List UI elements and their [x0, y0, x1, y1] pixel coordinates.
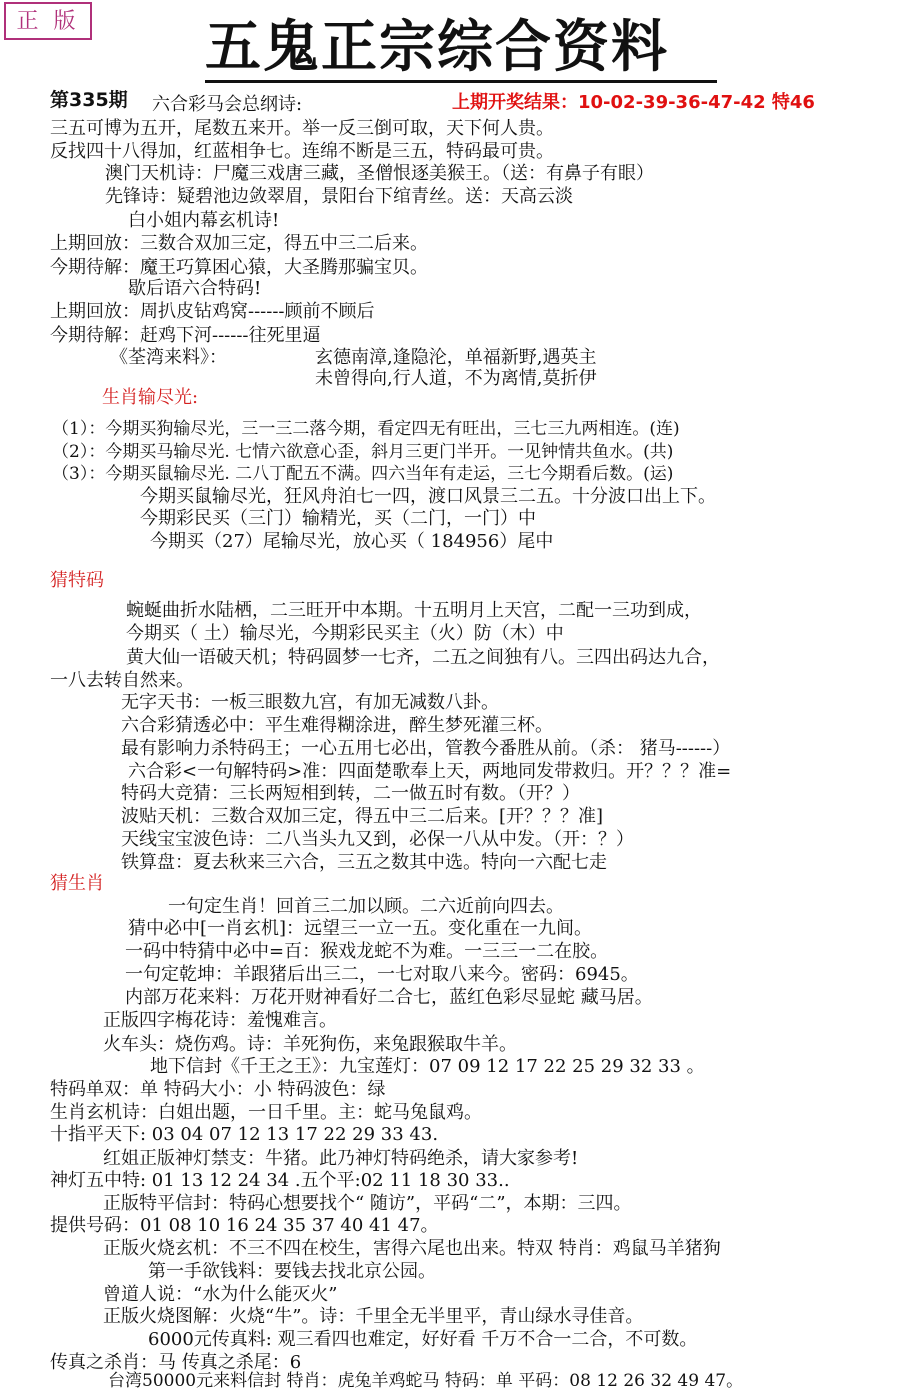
text-line: 六合彩<一句解特码>准：四面楚歌奉上天，两地同发带救归。开？？？准=: [128, 761, 732, 782]
text-line: 台湾50000元来料信封 特肖：虎兔羊鸡蛇马 特码：单 平码：08 12 26 32 49 47。: [108, 1371, 744, 1391]
text-line: 玄德南漳,逢隐沦，单福新野,遇英主: [315, 347, 597, 368]
text-line: 无字天书：一板三眼数九宫，有加无减数八卦。: [121, 692, 499, 713]
text-line: 一码中特猜中必中=百：猴戏龙蛇不为难。一三三一二在胶。: [125, 941, 609, 962]
text-line: 一句定生肖！回首三二加以顾。二六近前向四去。: [168, 896, 564, 917]
text-line: 传真之杀肖：马 传真之杀尾：6: [50, 1352, 302, 1373]
stamp-badge: 正 版: [4, 2, 92, 40]
section-heading: 猜生肖: [50, 873, 104, 894]
text-line: 先锋诗：疑碧池边敛翠眉，景阳台下绾青丝。送：天高云淡: [105, 186, 573, 207]
text-line: 正版四字梅花诗：羞愧难言。: [103, 1010, 337, 1031]
text-line: 六合彩马会总纲诗:: [152, 94, 303, 115]
text-line: 铁算盘：夏去秋来三六合，三五之数其中选。特向一六配七走: [121, 852, 607, 873]
text-line: 六合彩猜透必中：平生难得糊涂进，醉生梦死灌三杯。: [121, 715, 553, 736]
text-line: 6000元传真料: 观三看四也难定，好好看 千万不合一二合，不可数。: [148, 1329, 698, 1350]
page-title: 五鬼正宗综合资料: [205, 15, 669, 80]
text-line: 《荃湾来料》：: [110, 347, 227, 368]
text-line: 蜿蜒曲折水陆栖，二三旺开中本期。十五明月上天宫，二配一三功到成，: [126, 600, 702, 621]
text-line: 地下信封《千王之王》：九宝莲灯：07 09 12 17 22 25 29 32 33 。: [150, 1056, 705, 1077]
text-line: 正版火烧玄机：不三不四在校生，害得六尾也出来。特双 特肖：鸡鼠马羊猪狗: [103, 1238, 721, 1259]
section-heading: 生肖输尽光:: [102, 387, 199, 408]
text-line: 特码单双：单 特码大小：小 特码波色：绿: [50, 1079, 386, 1100]
text-line: 正版特平信封：特码心想要找个“ 随访”，平码“二”，本期：三四。: [103, 1193, 632, 1214]
text-line: 三五可博为五开，尾数五来开。举一反三倒可取，天下何人贵。: [50, 118, 554, 139]
text-line: 未曾得向,行人道，不为离情,莫折伊: [315, 368, 597, 389]
text-line: （2）：今期买马输尽光. 七情六欲意心歪，斜月三更门半开。一见钟情共鱼水。(共): [52, 442, 674, 462]
text-line: 十指平天下: 03 04 07 12 13 17 22 29 33 43.: [50, 1124, 439, 1145]
previous-result: 上期开奖结果：10-02-39-36-47-42 特46: [452, 92, 815, 113]
text-line: 生肖玄机诗：白姐出题，一日千里。主：蛇马兔鼠鸡。: [50, 1102, 482, 1123]
text-line: 今期彩民买（三门）输精光，买（二门，一门）中: [140, 508, 536, 529]
text-line: 今期买（27）尾输尽光，放心买（ 184956）尾中: [150, 531, 554, 552]
text-line: （3）：今期买鼠输尽光. 二八丁配五不满。四六当年有走运，三七今期看后数。(运): [52, 464, 674, 484]
section-heading: 猜特码: [50, 570, 104, 591]
text-line: 澳门天机诗：尸魔三戏唐三藏，圣僧恨逐美猴王。（送：有鼻子有眼）: [105, 163, 654, 184]
text-line: 红姐正版神灯禁支：牛猪。此乃神灯特码绝杀，请大家参考!: [103, 1148, 579, 1169]
text-line: 白小姐内幕玄机诗!: [128, 210, 280, 231]
text-line: 最有影响力杀特码王；一心五用七必出，管教今番胜从前。（杀： 猪马------）: [121, 738, 731, 759]
text-line: 今期买鼠输尽光，狂风舟泊七一四，渡口风景三二五。十分波口出上下。: [140, 486, 716, 507]
text-line: （1）：今期买狗输尽光，三一三二落今期，看定四无有旺出，三七三九两相连。(连): [52, 419, 680, 439]
text-line: 反找四十八得加，红蓝相争七。连绵不断是三五，特码最可贵。: [50, 141, 554, 162]
text-line: 火车头：烧伤鸡。诗：羊死狗伤，来兔跟猴取牛羊。: [103, 1034, 517, 1055]
text-line: 今期买（ 土）输尽光，今期彩民买主（火）防（木）中: [126, 623, 564, 644]
text-line: 曾道人说：“水为什么能灭火”: [103, 1284, 338, 1305]
text-line: 天线宝宝波色诗：二八当头九又到，必保一八从中发。（开：？）: [121, 829, 634, 850]
text-line: 今期待解：魔王巧算困心猿，大圣腾那骗宝贝。: [50, 257, 428, 278]
text-line: 神灯五中特: 01 13 12 24 34 .五个平:02 11 18 30 33..: [50, 1170, 510, 1191]
text-line: 猜中必中[一肖玄机]：远望三一立一五。变化重在一九间。: [128, 918, 593, 939]
text-line: 一句定乾坤：羊跟猪后出三二，一七对取八来今。密码：6945。: [125, 964, 639, 985]
text-line: 提供号码：01 08 10 16 24 35 37 40 41 47。: [50, 1215, 439, 1236]
title-underline: [205, 80, 717, 83]
text-line: 第一手欲钱料：要钱去找北京公园。: [148, 1261, 436, 1282]
text-line: 上期回放：三数合双加三定，得五中三二后来。: [50, 233, 428, 254]
text-line: 今期待解：赶鸡下河------往死里逼: [50, 325, 321, 346]
text-line: 波贴天机：三数合双加三定，得五中三二后来。[开？？？准]: [121, 806, 604, 827]
text-line: 一八去转自然来。: [50, 670, 194, 691]
text-line: 黄大仙一语破天机；特码圆梦一七齐，二五之间独有八。三四出码达九合，: [126, 647, 720, 668]
issue-number: 第335期: [50, 89, 128, 111]
text-line: 特码大竞猜：三长两短相到转，二一做五时有数。（开？）: [121, 783, 580, 804]
text-line: 上期回放：周扒皮钻鸡窝------顾前不顾后: [50, 301, 375, 322]
text-line: 内部万花来料：万花开财神看好二合七，蓝红色彩尽显蛇 藏马居。: [125, 987, 653, 1008]
text-line: 歇后语六合特码!: [128, 278, 262, 299]
text-line: 正版火烧图解：火烧“牛”。诗：千里全无半里平，青山绿水寻佳音。: [103, 1306, 644, 1327]
